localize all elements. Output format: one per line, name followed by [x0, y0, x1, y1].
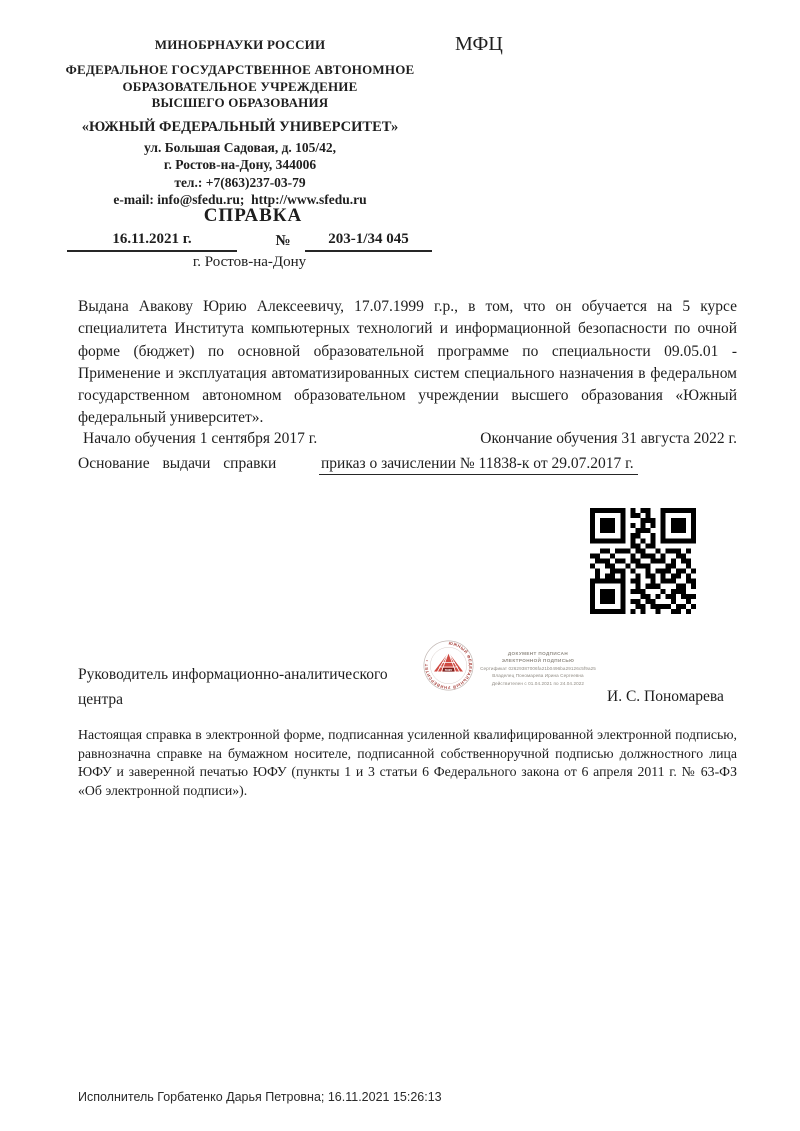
study-end-text: Окончание обучения 31 августа 2022 г. [480, 430, 737, 447]
letterhead-block [60, 37, 420, 209]
stamp-ring-text: ЮЖНЫЙ ФЕДЕРАЛЬНЫЙ УНИВЕРСИТЕТ • [423, 640, 474, 691]
issue-date: 16.11.2021 г. [67, 231, 237, 252]
study-dates-row [78, 430, 737, 448]
executor-line: Исполнитель Горбатенко Дарья Петровна; 16.11.2021 15:26:13 [78, 1090, 442, 1104]
address-line-2: г. Ростов-на-Дону, 344006 [163, 157, 317, 172]
qr-code [590, 508, 696, 614]
number-sign: № [275, 233, 291, 249]
ministry-line: МИНОБРНАУКИ РОССИИ [154, 37, 326, 52]
signer-position-line-1: Руководитель информационно-аналитического [78, 666, 388, 683]
email-web-line: e-mail: info@sfedu.ru; http://www.sfedu.ru [113, 192, 367, 207]
stamp-line-1: ДОКУМЕНТ ПОДПИСАН [507, 651, 569, 656]
basis-row [78, 455, 737, 475]
legal-disclaimer-text: Настоящая справка в электронной форме, подписанная усиленной квалифицированной электронной подписью, равнозначна справке на бумажном носителе, подписанной собственноручной подписью должностного лица ЮФУ и заверенной печатью ЮФУ (пункты 1 и 3 статьи 6 Федерального закона от 6 апреля 2011 г. № 63-ФЗ «Об электронной подписи»). [78, 727, 737, 798]
stamp-validity: Действителен с 01.04.2021 по 24.04.2022 [491, 680, 585, 686]
certificate-number: 203-1/34 045 [305, 231, 432, 252]
study-start-text: Начало обучения 1 сентября 2017 г. [83, 430, 318, 447]
phone-line: тел.: +7(863)237-03-79 [174, 174, 306, 190]
date-number-row [67, 231, 432, 252]
signer-name: И. С. Пономарева [607, 688, 724, 705]
stamp-owner: Владелец Пономарева Ирина Сергеевна [492, 673, 584, 679]
university-seal-icon [423, 640, 474, 691]
address-line-1: ул. Большая Садовая, д. 105/42, [143, 139, 337, 155]
issue-city: г. Ростов-на-Дону [192, 254, 307, 270]
signer-position-line-2: центра [78, 691, 124, 708]
signer-position [78, 662, 418, 712]
org-name-line-1: ФЕДЕРАЛЬНОЕ ГОСУДАРСТВЕННОЕ АВТОНОМНОЕ [65, 62, 415, 77]
stamp-line-2: ЭЛЕКТРОННОЙ ПОДПИСЬЮ [501, 658, 575, 664]
university-name: «ЮЖНЫЙ ФЕДЕРАЛЬНЫЙ УНИВЕРСИТЕТ» [81, 118, 399, 135]
stamp-abbr-text: ЮФУ [444, 667, 453, 672]
basis-label: Основание выдачи справки [78, 455, 277, 472]
certificate-title: СПРАВКА [203, 205, 303, 226]
basis-value: приказ о зачислении № 11838-к от 29.07.2017 г. [319, 455, 638, 475]
org-name-line-2: ОБРАЗОВАТЕЛЬНОЕ УЧРЕЖДЕНИЕ [122, 78, 358, 94]
org-name-line-3: ВЫСШЕГО ОБРАЗОВАНИЯ [151, 95, 329, 110]
qr-code-image [590, 508, 696, 614]
digital-signature-stamp [475, 650, 601, 687]
certificate-body-text: Выдана Авакову Юрию Алексеевичу, 17.07.1999 г.р., в том, что он обучается на 5 курсе специалитета Института компьютерных технологий и информационной безопасности по очной форме (бюджет) по основной образовательной программе по специальности 09.05.01 - Применение и эксплуатация автоматизированных систем специального назначения в федеральном государственном автономном образовательном учреждении высшего образования «Южный федеральный университет». [78, 298, 737, 427]
mfc-label: МФЦ [455, 33, 503, 55]
stamp-certificate: Сертификат 02629387006fa21b0496ba29126c5f9a25 [480, 665, 596, 671]
